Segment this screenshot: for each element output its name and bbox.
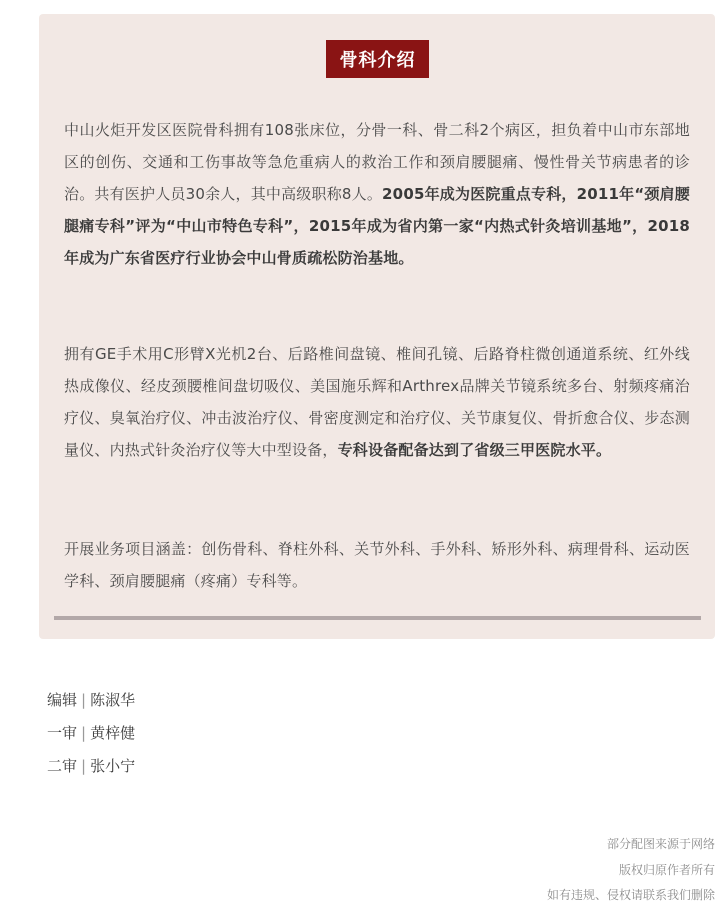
card-bottom-divider [54, 616, 701, 620]
credit-name: 张小宁 [90, 757, 136, 775]
credit-separator: | [81, 757, 87, 775]
copyright-note: 版权归原作者所有 [618, 863, 715, 877]
intro-paragraph-1 [64, 114, 690, 274]
services-paragraph [64, 533, 690, 597]
paragraph-1-text: 中山火炬开发区医院骨科拥有108张床位，分骨一科、骨二科2个病区，担负着中山市东部地区的创伤、交通和工伤事故等急危重病人的救治工作和颈肩腰腿痛、慢性骨关节病患者的诊治。共有医护人员30余人，其中高级职称8人。 [64, 121, 690, 203]
credit-role: 一审 [47, 724, 78, 742]
credit-editor [47, 688, 135, 712]
credit-role: 二审 [47, 757, 78, 775]
credit-first-review [47, 721, 135, 745]
paragraph-2-bold: 专科设备配备达到了省级三甲医院水平。 [337, 441, 612, 459]
paragraph-3-text: 开展业务项目涵盖：创伤骨科、脊柱外科、关节外科、手外科、矫形外科、病理骨科、运动医学科、颈肩腰腿痛（疼痛）专科等。 [64, 540, 690, 590]
takedown-note: 如有违规、侵权请联系我们删除 [546, 888, 715, 902]
credit-separator: | [81, 691, 87, 709]
paragraph-2-text: 拥有GE手术用C形臂X光机2台、后路椎间盘镜、椎间孔镜、后路脊柱微创通道系统、红外线热成像仪、经皮颈腰椎间盘切吸仪、美国施乐辉和Arthrex品牌关节镜系统多台、射频疼痛治疗仪、臭氧治疗仪、冲击波治疗仪、骨密度测定和治疗仪、关节康复仪、骨折愈合仪、步态测量仪、内热式针灸治疗仪等大中型设备， [64, 345, 690, 459]
credit-name: 陈淑华 [90, 691, 136, 709]
credit-role: 编辑 [47, 691, 78, 709]
credit-name: 黄梓健 [90, 724, 136, 742]
credit-second-review [47, 754, 135, 778]
equipment-paragraph [64, 338, 690, 466]
credit-separator: | [81, 724, 87, 742]
section-title: 骨科介绍 [326, 40, 429, 78]
image-source-note: 部分配图来源于网络 [606, 837, 715, 851]
paragraph-1-bold: 2005年成为医院重点专科，2011年“颈肩腰腿痛专科”评为“中山市特色专科”，2015年成为省内第一家“内热式针灸培训基地”，2018年成为广东省医疗行业协会中山骨质疏松防治基地。 [64, 185, 691, 267]
